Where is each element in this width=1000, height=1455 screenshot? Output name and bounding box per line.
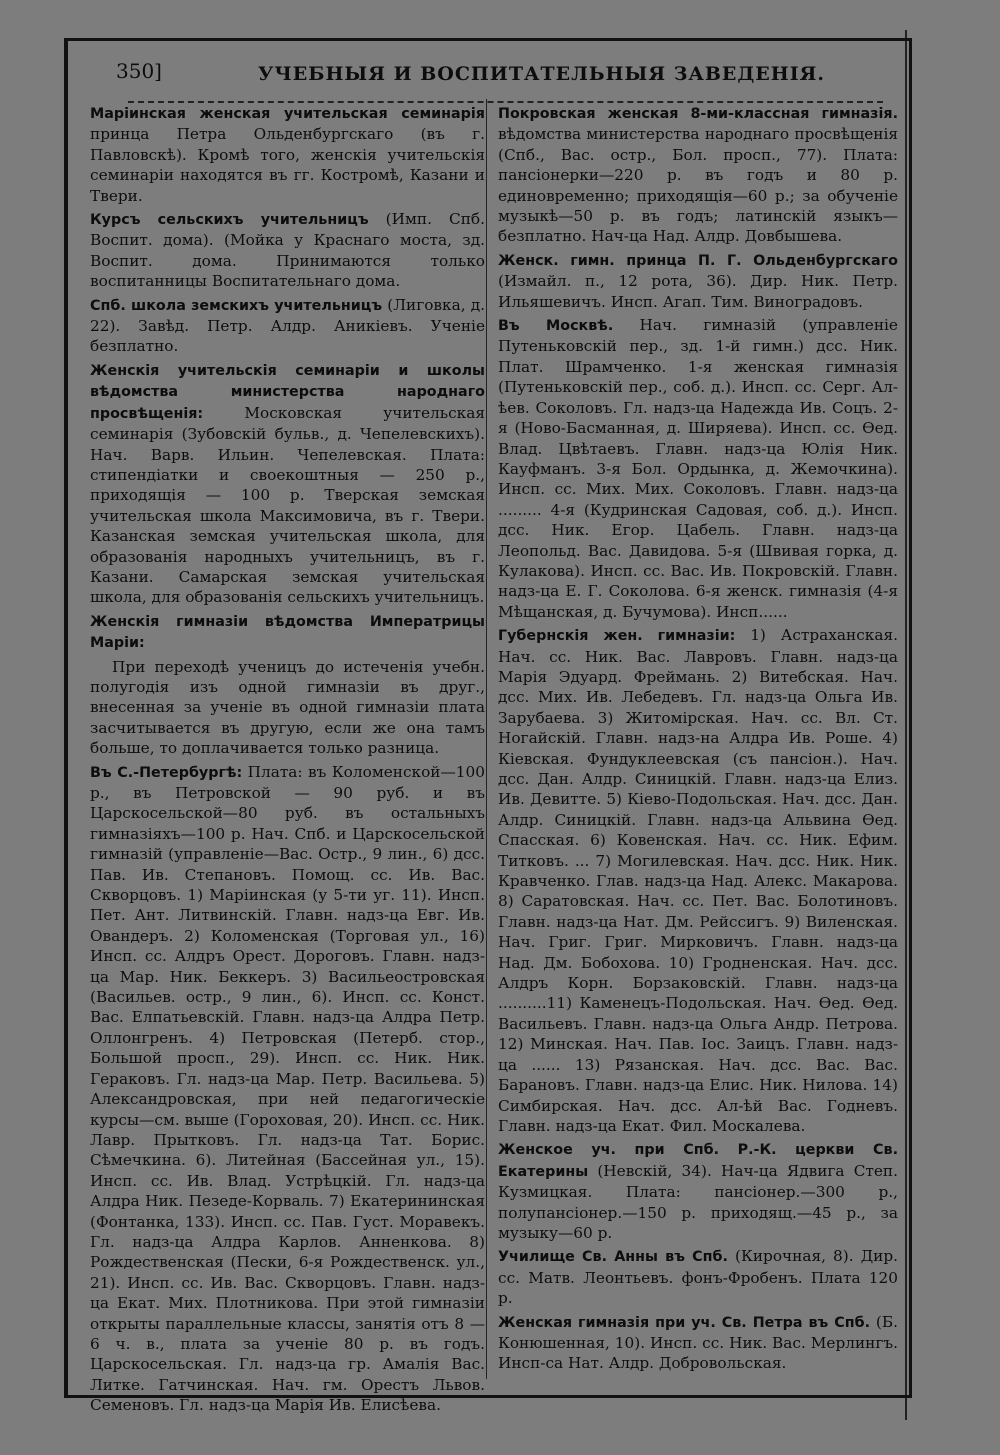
entry-body: (Б. Конюшенная, 10). Инсп. сс. Ник. Вас. Мерлингъ. Инсп-са Нат. Алдр. Добровольская. xyxy=(498,1312,898,1373)
entry-heading: Женское уч. при Спб. Р.-К. церкви Св. Екатерины xyxy=(498,1142,898,1180)
entry-body: (Лиговка, д. 22). Завѣд. Петр. Алдр. Аникіевъ. Ученіе безплатно. xyxy=(90,295,485,356)
entry-body: (Имп. Спб. Воспит. дома). (Мойка у Краснаго моста, зд. Воспит. дома. Принимаются только воспитанницы Воспитательнаго дома. xyxy=(90,210,485,291)
entry-heading: Маріинская женская учительская семинарія xyxy=(90,106,485,122)
entry xyxy=(498,103,898,247)
entry-heading: Училище Св. Анны въ Спб. xyxy=(498,1249,728,1266)
running-title: УЧЕБНЫЯ И ВОСПИТАТЕЛЬНЫЯ ЗАВЕДЕНІЯ. xyxy=(258,63,825,85)
entry-body: (Кирочная, 8). Дир. сс. Матв. Леонтьевъ. фонъ-Фробенъ. Плата 120 р. xyxy=(498,1247,898,1308)
entry xyxy=(498,1139,898,1243)
entry xyxy=(498,1246,898,1308)
entry-heading: Покровская женская 8-ми-классная гимназія. xyxy=(498,106,898,122)
entry-heading: Спб. школа земскихъ учительницъ xyxy=(90,297,383,314)
entry xyxy=(90,611,485,654)
entry-body: 1) Астраханская. Нач. сс. Ник. Вас. Лавровъ. Главн. надз-ца Марія Эдуард. Фреймань. 2) Витебская. Нач. дсс. Мих. Ив. Лебедевъ. Гл. надз-ца Ольга Ив. Зарубаева. 3) Житомірская. Нач. сс. Вл. Ст. Ногайскій. Главн. надз-на Алдра Ив. Роше. 4) Кіевская. Фундуклеевская (съ пансіон.). Нач. дсс. Дан. Алдр. Синицкій. Главн. надз-ца Елиз. Ив. Девитте. 5) Кіево-Подольская. Нач. дсс. Дан. Алдр. Синицкій. Главн. надз-ца Альвина Ѳед. Спасская. 6) Ковенская. Нач. сс. Ник. Ефим. Титковъ. ... 7) Могилевская. Нач. дсс. Ник. Ник. Кравченко. Глав. надз-ца Над. Алекс. Макарова. 8) Саратовская. Нач. сс. Пет. Вас. Болотиновъ. Главн. надз-ца Нат. Дм. Рейссигъ. 9) Виленская. Нач. Григ. Григ. Мирковичъ. Главн. надз-ца Над. Дм. Бобохова. 10) Гродненская. Нач. дсс. Алдръ Корн. Борзаковскій. Главн. надз-ца ..........11) Каменецъ-Подольская. Нач. Ѳед. Ѳед. Васильевъ. Главн. надз-ца Ольга Андр. Петрова. 12) Минская. Нач. Пав. Іос. Заицъ. Главн. надз-ца ...... 13) Рязанская. Нач. дсс. Вас. Вас. Барановъ. Главн. надз-ца Елис. Ник. Нилова. 14) Симбирская. Нач. дсс. Ал-ѣй Вас. Годневъ. Главн. надз-ца Екат. Фил. Москалева. xyxy=(498,626,898,1135)
page-header xyxy=(108,59,889,95)
entry xyxy=(498,315,898,622)
entry-heading: Въ С.-Петербургѣ: xyxy=(90,764,243,781)
entry-body: Плата: въ Коломенской—100 р., въ Петровской — 90 руб. и въ Царскосельской—80 руб. въ остальныхъ гимназіяхъ—100 р. Нач. Спб. и Царскосельской гимназій (управленіе—Вас. Остр., 9 лин., 6) дсс. Пав. Ив. Степановъ. Помощ. сс. Ив. Вас. Скворцовъ. 1) Маріинская (у 5-ти уг. 11). Инсп. Пет. Ант. Литвинскій. Главн. надз-ца Евг. Ив. Овандеръ. 2) Коломенская (Торговая ул., 16) Инсп. сс. Алдръ Орест. Дороговъ. Главн. надз-ца Мар. Ник. Беккеръ. 3) Васильеостровская (Васильев. остр., 9 лин., 6). Инсп. сс. Конст. Вас. Елпатьевскій. Главн. надз-ца Алдра Петр. Оллонгренъ. 4) Петровская (Петерб. стор., Большой просп., 29). Инсп. сс. Ник. Ник. Гераковъ. Гл. надз-ца Мар. Петр. Васильева. 5) Александровская, при ней педагогическіе курсы—см. выше (Гороховая, 20). Инсп. сс. Ник. Лавр. Прытковъ. Гл. надз-ца Тат. Борис. Сѣмечкина. 6). Литейная (Бассейная ул., 15). Инсп. сс. Ив. Влад. Устрѣцкій. Гл. надз-ца Алдра Ник. Пезеде-Корваль. 7) Екатерининская (Фонтанка, 133). Инсп. сс. Пав. Густ. Моравекъ. Гл. надз-ца Алдра Карлов. Анненкова. 8) Рождественская (Пески, 6-я Рождественск. ул., 21). Инсп. сс. Ив. Вас. Скворцовъ. Главн. надз-ца Екат. Мих. Плотникова. При этой гимназіи открыты параллельные классы, занятія отъ 8 — 6 ч. в., плата за ученіе 80 р. въ годъ. Царскосельская. Гл. надз-ца гр. Амалія Вас. Литке. Гатчинская. Нач. гм. Орестъ Львов. Семеновъ. Гл. надз-ца Марія Ив. Елисѣева. xyxy=(90,762,485,1415)
entry xyxy=(90,295,485,357)
entry-heading: Курсъ сельскихъ учительницъ xyxy=(90,212,369,229)
entry-body: Московская учительская семинарія (Зубовскій бульв., д. Чепелевскихъ). Нач. Варв. Ильин. Чепелевская. Плата: стипендіатки и своекоштныя — 250 р., приходящія — 100 р. Тверская земская учительская школа Максимовича, въ г. Твери. Казанская земская учительская школа, для образованія народныхъ учительницъ, въ г. Казани. Самарская земская учительская школа, для образованія сельскихъ учительницъ. xyxy=(90,403,485,607)
entry-heading: Женскія учительскія семинаріи и школы вѣдомства министерства народнаго просвѣщенія: xyxy=(90,362,485,422)
entry-body: (Измайл. п., 12 рота, 36). Дир. Ник. Петр. Ильяшевичъ. Инсп. Агап. Тим. Виноградовъ. xyxy=(498,272,898,311)
entry-heading: Губернскія жен. гимназіи: xyxy=(498,628,736,645)
page-frame xyxy=(64,38,912,1415)
entry xyxy=(90,103,485,206)
entry xyxy=(90,657,485,759)
entry xyxy=(90,762,485,1416)
page-number: 350] xyxy=(116,59,162,83)
entry xyxy=(498,250,898,312)
entry-heading: Женскія гимназіи вѣдомства Императрицы Маріи: xyxy=(90,613,485,652)
entry-heading: Женск. гимн. принца П. Г. Ольденбургскаго xyxy=(498,252,898,269)
entry xyxy=(90,360,485,608)
entry-body: Нач. гимназій (управленіе Путеньковскій пер., зд. 1-й гимн.) дсс. Ник. Плат. Шрамченко. 1-я женская гимназія (Путеньковскій пер., соб. д.). Инсп. сс. Серг. Ал-ѣев. Соколовъ. Гл. надз-ца Надежда Ив. Соцъ. 2-я (Ново-Басманная, д. Ширяева). Инсп. сс. Ѳед. Влад. Цвѣтаевъ. Главн. надз-ца Юлія Ник. Кауфманъ. 3-я Бол. Ордынка, д. Жемочкина). Инсп. сс. Мих. Мих. Соколовъ. Главн. надз-ца ......... 4-я (Кудринская Садовая, соб. д.). Инсп. дсс. Ник. Егор. Цабель. Главн. надз-ца Леопольд. Вас. Давидова. 5-я (Швивая горка, д. Кулакова). Инсп. сс. Вас. Ив. Покровскій. Главн. надз-ца Е. Г. Соколова. 6-я женск. гимназія (4-я Мѣщанская, д. Бучумова). Инсп...... xyxy=(498,316,898,621)
entry-heading: Въ Москвѣ. xyxy=(498,318,614,335)
entry-body: При переходѣ ученицъ до истеченія учебн. полугодія изъ одной гимназіи въ друг., внесенная за ученіе въ одной гимназіи плата засчитывается въ другую, если же она тамъ больше, то доплачивается только разница. xyxy=(90,657,485,758)
column-divider xyxy=(486,99,487,1379)
entry-heading: Женская гимназія при уч. Св. Петра въ Спб. xyxy=(498,1314,871,1331)
entry-body: принца Петра Ольденбургскаго (въ г. Павловскѣ). Кромѣ того, женскія учительскія семинаріи находятся въ гг. Костромѣ, Казани и Твери. xyxy=(90,125,485,205)
entry xyxy=(498,625,898,1136)
entry xyxy=(90,209,485,292)
right-column xyxy=(498,103,898,1377)
entry-body: вѣдомства министерства народнаго просвѣщенія (Спб., Вас. остр., Бол. просп., 77). Плата: пансіонерки—220 р. въ годъ и 80 р. единовременно; приходящія—60 р.; за обученіе музыкѣ—50 р. въ годъ; латинскій языкъ—безплатно. Нач-ца Над. Алдр. Довбышева. xyxy=(498,125,898,246)
entry-body: (Невскій, 34). Нач-ца Ядвига Степ. Кузмицкая. Плата: пансіонер.—300 р., полупансіонер.—150 р. приходящ.—45 р., за музыку—60 р. xyxy=(498,1161,898,1242)
left-column xyxy=(90,103,485,1419)
entry xyxy=(498,1312,898,1374)
